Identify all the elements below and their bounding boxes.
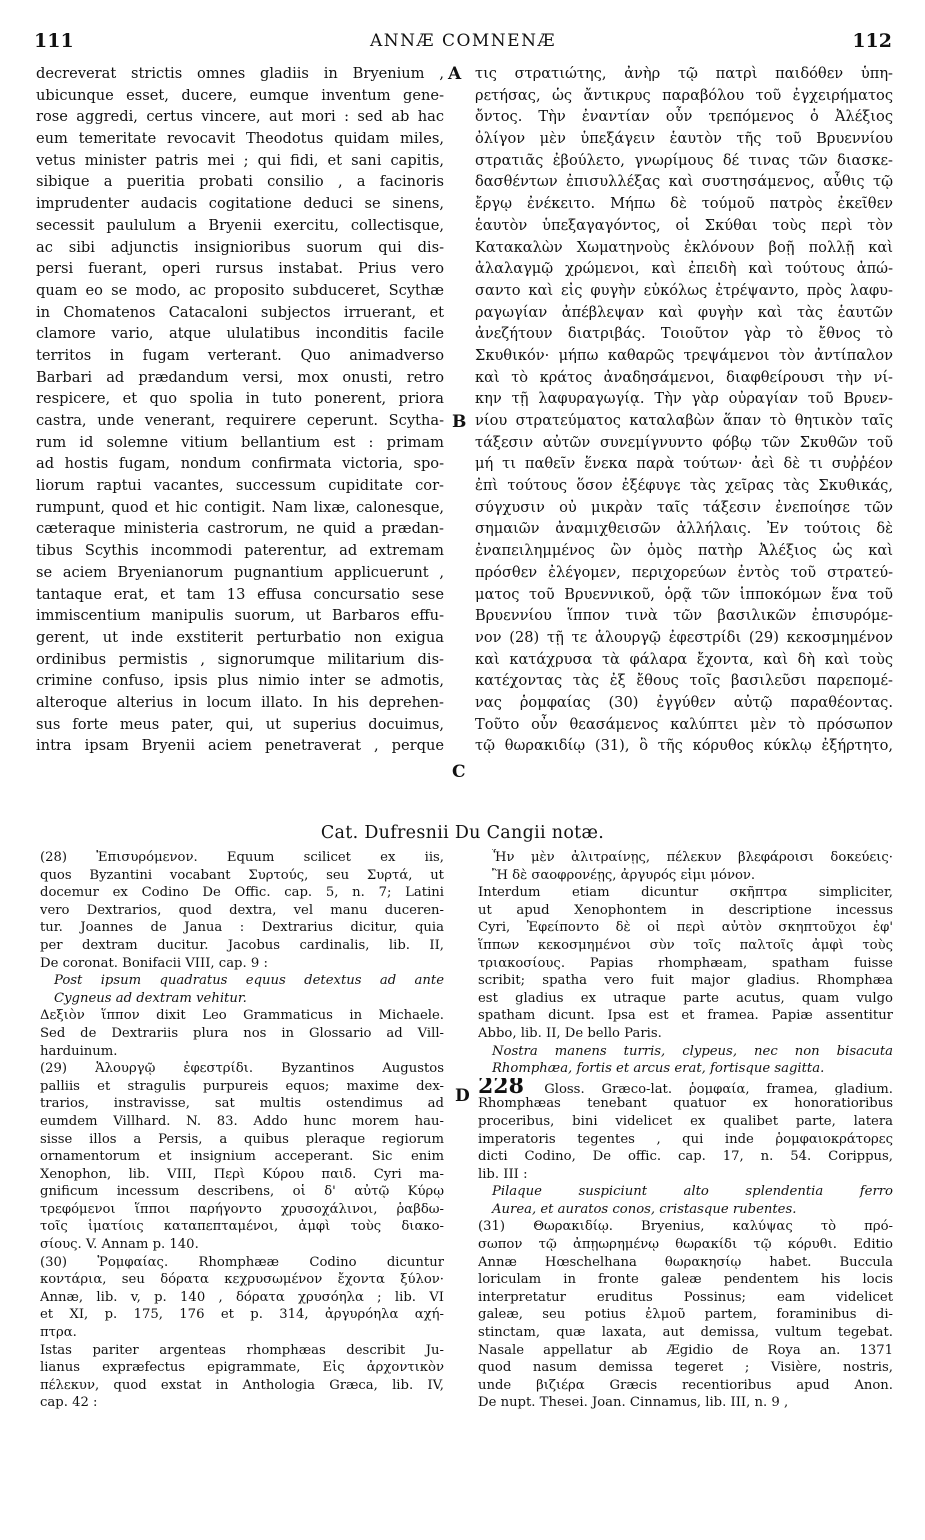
note-line: 228 Gloss. Græco-lat. ῥομφαία, framea, gladium. xyxy=(478,1078,893,1096)
greek-text-line: κατέχοντας τὰς ἐξ ἔθους τοῖς βασιλεῦσι παρεπομέ- xyxy=(475,672,893,690)
greek-text-line: ἀλαλαγμῷ χρώμενοι, καὶ ἐπειδὴ καὶ τούτους ἀπώ- xyxy=(475,260,893,278)
latin-text-line: territos in fugam verterant. Quo animadverso xyxy=(36,346,444,364)
greek-text-line: μή τι παθεῖν ἕνεκα παρὰ τούτων· ἀεὶ δὲ τι συῤῥέον xyxy=(475,455,893,473)
note-line: De nupt. Thesei. Joan. Cinnamus, lib. III, n. 9 , xyxy=(478,1395,789,1411)
latin-text-line: tantaque erat, et tam 13 effusa concursatio sese xyxy=(36,585,444,603)
note-line: cap. 42 : xyxy=(40,1395,98,1411)
latin-text-line: persi fuerant, operi rursus instabat. Prius vero xyxy=(36,260,444,278)
greek-text-line: στρατιᾶς ἐβούλετο, γνωρίμους δέ τινας τῶν διασκε- xyxy=(475,151,893,169)
greek-text-line: σαντο καὶ εἰς φυγὴν εὐκόλως ἐτρέψαντο, πρὸς λαφυ- xyxy=(475,281,893,299)
latin-text-line: decreverat strictis omnes gladiis in Bryenium , xyxy=(36,65,444,82)
note-line: Post ipsum quadratus equus detextus ad ante xyxy=(54,973,444,989)
margin-letter-c: C xyxy=(452,762,466,782)
notes-heading: Cat. Dufresnii Du Cangii notæ. xyxy=(320,823,605,843)
greek-text-line: τῷ θωρακιδίῳ (31), ὃ τῆς κόρυθος κύκλῳ ἐξήρτητο, xyxy=(475,737,893,755)
latin-text-line: ubicunque esset, ducere, eumque inventum gene- xyxy=(36,86,444,104)
note-line: Rhomphæa, fortis et arcus erat, fortisque sagitta. xyxy=(492,1061,825,1077)
note-line: κοντάρια, seu δόρατα κεχρυσωμένον ἔχοντα ξύλον· xyxy=(40,1272,444,1288)
latin-text-line: ad hostis fugam, nondum confirmata victoria, spo- xyxy=(36,455,444,473)
latin-text-line: immiscentium manipulis suorum, ut Barbaros effu- xyxy=(36,607,444,625)
note-line: Ἦν μὲν ἀλιτραίνῃς, πέλεκυν βλεφάροισι δοκεύεις· xyxy=(492,850,893,865)
note-line: Cygneus ad dextram vehitur. xyxy=(54,990,247,1006)
greek-text-line: ρετήσας, ὡς ἄντικρυς παραβόλου τοῦ ἐγχειρήματος xyxy=(475,86,893,104)
latin-text-line: respicere, et quo spolia in tuto ponerent, priora xyxy=(36,390,444,408)
latin-text-line: gerent, ut inde exstiterit perturbatio non exigua xyxy=(36,628,444,646)
latin-text-line: sibique a pueritia probati consilio , a facinoris xyxy=(36,173,444,191)
greek-text-line: νας ῥομφαίας (30) ἐγγύθεν αὐτῷ παραθέοντας. xyxy=(475,693,893,711)
note-line: tur. Joannes de Janua : Dextrarius dicitur, quia xyxy=(40,920,444,936)
greek-text-line: κην τῇ λαφυραγωγίᾳ. Τὴν γὰρ οὐραγίαν τοῦ Βρυεν- xyxy=(475,390,893,408)
note-line: Interdum etiam dicuntur σκῆπτρα simpliciter, xyxy=(478,885,893,901)
note-line: scribit; spatha vero fuit major gladius. Rhomphæa xyxy=(478,973,893,989)
latin-text-line: secessit paululum a Bryenii exercitu, collectisque, xyxy=(36,216,444,234)
left-page-number: 111 xyxy=(34,30,74,52)
greek-text-line: Σκυθικόν· μήπω καθαρῶς τρεψάμενοι τὸν ἀντίπαλον xyxy=(475,346,893,364)
greek-text-line: ἑαυτὸν ὑπεξαγαγόντος, οἱ Σκύθαι τοὺς περὶ τὸν xyxy=(475,216,893,234)
note-line: imperatoris tegentes , qui inde ῥομφαιοκράτορες xyxy=(478,1131,893,1147)
latin-text-line: crimine confuso, ipsis plus nimio inter se admotis, xyxy=(36,672,444,690)
note-line: unde βιζιέρα Græcis recentioribus apud Anon. xyxy=(478,1377,893,1393)
latin-text-line: ac sibi adjunctis insignioribus suorum qui dis- xyxy=(36,238,444,256)
note-line: galeæ, seu potius ἐλμοῦ partem, foraminibus di- xyxy=(478,1307,893,1323)
note-line: per dextram ducitur. Jacobus cardinalis, lib. II, xyxy=(40,937,444,953)
note-line: interpretatur eruditus Possinus; eam videlicet xyxy=(478,1289,893,1305)
note-line: τρεφόμενοι ἵπποι παρήγοντο χρυσοχάλινοι, ῥαβδω- xyxy=(40,1201,444,1217)
note-line: (31) Θωρακιδίῳ. Bryenius, καλύψας τὸ πρό- xyxy=(478,1219,893,1235)
latin-text-line: ordinibus permistis , signorumque militarium dis- xyxy=(36,650,444,668)
note-line: (29) Ἁλουργῷ ἐφεστρίδι. Byzantinos Augustos xyxy=(40,1061,444,1077)
greek-text-line: ὀλίγον μὲν ὑπεξάγειν ἑαυτὸν τῆς τοῦ Βρυεννίου xyxy=(475,130,893,148)
note-line: vero Dextrarios, quod dextra, vel manu duceren- xyxy=(40,902,444,918)
latin-text-line: castra, unde venerant, requirere ceperunt. Scytha- xyxy=(36,412,444,429)
latin-text-line: eum temeritate revocavit Theodotus quidam miles, xyxy=(36,130,444,148)
latin-text-column xyxy=(36,63,444,757)
note-line: et XI, p. 175, 176 et p. 314, ἀργυρόηλα αχή- xyxy=(40,1307,444,1323)
notes-right-column xyxy=(478,849,893,1412)
note-line: De coronat. Bonifacii VIII, cap. 9 : xyxy=(40,955,268,971)
latin-text-line: clamore vario, atque ululatibus inconditis facile xyxy=(36,325,444,343)
margin-letter-a: A xyxy=(448,64,462,84)
latin-text-line: rum id solemne vitium bellantium est : primam xyxy=(36,433,444,451)
running-head xyxy=(34,30,892,56)
note-line: spatham dicunt. Ipsa est et framea. Papiæ assentitur xyxy=(478,1008,893,1024)
note-line: Δεξιὸν ἵππον dixit Leo Grammaticus in Michaele. xyxy=(40,1008,444,1024)
note-line: trarios, instravisse, sat multis ostendimus ad xyxy=(40,1096,444,1112)
greek-text-line: τάξεσιν αὐτῶν συνεμίγνυντο φόβῳ τῶν Σκυθῶν τοῦ xyxy=(475,433,893,451)
greek-text-line: ἀνεζήτουν διατριβάς. Τοιοῦτον γὰρ τὸ ἔθνος τὸ xyxy=(475,325,893,343)
note-line: quos Byzantini vocabant Συρτούς, seu Συρτά, ut xyxy=(40,867,444,883)
greek-text-line: Τοῦτο οὖν θεασάμενος καλύπτει μὲν τὸ πρόσωπον xyxy=(475,715,893,733)
margin-letter-b: B xyxy=(452,412,467,432)
note-line: palliis et stragulis purpureis equos; maxime dex- xyxy=(40,1078,444,1094)
note-line: proceribus, bini videlicet ex qualibet parte, latera xyxy=(478,1113,893,1129)
notes-left-column xyxy=(40,849,444,1412)
note-line: quod nasum demissa tegeret ; Visière, nostris, xyxy=(478,1360,893,1376)
note-line: Nostra manens turris, clypeus, nec non bisacuta xyxy=(492,1043,893,1059)
note-line: Ἢ δὲ σαοφρονέῃς, ἀργυρός εἰμι μόνον. xyxy=(492,867,756,883)
latin-text-line: tibus Scythis incommodi paterentur, ad extremam xyxy=(36,542,444,560)
greek-text-line: νίου στρατεύματος καταλαβὼν ἅπαν τὸ θητικὸν ταῖς xyxy=(475,412,893,429)
column-number-228: 228 xyxy=(478,1077,545,1096)
greek-text-column xyxy=(475,63,893,757)
note-line: σίους. V. Annam p. 140. xyxy=(40,1237,199,1253)
note-line: Pilaque suspiciunt alto splendentia ferro xyxy=(492,1184,893,1200)
latin-text-line: liorum raptui vacantes, successum cupiditate cor- xyxy=(36,477,444,495)
note-line: ut apud Xenophontem in descriptione incessus xyxy=(478,902,893,918)
greek-text-line: ὄντος. Τὴν ἐναντίαν οὖν τρεπόμενος ὁ Ἀλέξιος xyxy=(475,108,893,126)
note-line: lianus expræfectus epigrammate, Εἰς ἀρχοντικὸν xyxy=(40,1360,444,1376)
greek-text-line: πρόσθεν ἐλέγομεν, περιχορεύων ἐντὸς τοῦ στρατεύ- xyxy=(475,563,893,581)
note-line: Cyri, Ἐφείποντο δὲ οἱ περὶ αὐτὸν σκηπτοῦχοι ἐφ' xyxy=(478,920,893,936)
note-line: dicti Codino, De offic. cap. 17, n. 54. Corippus, xyxy=(478,1149,893,1165)
latin-text-line: sus forte meus pater, qui, ut superius docuimus, xyxy=(36,715,444,733)
latin-text-line: quam eo se modo, ac proposito subduceret, Scythæ xyxy=(36,281,444,299)
latin-text-line: vetus minister patris mei ; qui fidi, et sani capitis, xyxy=(36,151,444,169)
note-line: ornamentorum et insignium acceperant. Sic enim xyxy=(40,1149,444,1165)
note-line: est gladius ex utraque parte acutus, quam vulgo xyxy=(478,990,893,1006)
greek-text-line: Βρυεννίου ἵππον τινὰ τῶν βασιλικῶν ἐπισυρόμε- xyxy=(475,607,893,625)
latin-text-line: intra ipsam Bryenii aciem penetraverat , perque xyxy=(36,737,444,755)
note-line: πέλεκυν, quod exstat in Anthologia Græca, lib. IV, xyxy=(40,1377,444,1393)
note-line: Rhomphæas tenebant quatuor ex honoratioribus xyxy=(478,1096,893,1112)
note-line: gnificum incessum describens, οἱ δ' αὐτῷ Κύρῳ xyxy=(40,1184,444,1200)
note-line: Xenophon, lib. VIII, Περὶ Κύρου παιδ. Cyri ma- xyxy=(40,1166,444,1182)
note-line: stinctam, quæ laxata, aut demissa, vultum tegebat. xyxy=(478,1325,893,1341)
greek-text-line: ματος τοῦ Βρυεννικοῦ, ὁρᾷ τῶν ἱπποκόμων ἕνα τοῦ xyxy=(475,585,893,603)
note-line: Aurea, et auratos conos, cristasque rubentes. xyxy=(492,1201,797,1217)
note-line: docemur ex Codino De Offic. cap. 5, n. 7; Latini xyxy=(40,885,444,901)
greek-text-line: ἐπὶ τούτους ὅσον ἐξέφυγε τὰς χεῖρας τὰς Σκυθικάς, xyxy=(475,477,893,495)
latin-text-line: rose aggredi, certus vincere, aut mori : sed ab hac xyxy=(36,108,444,126)
note-line: Annæ Hœschelhana θωρακησίῳ habet. Buccula xyxy=(478,1254,893,1270)
note-line: Sed de Dextrariis plura nos in Glossario ad Vill- xyxy=(40,1025,444,1041)
note-line: τοῖς ἱματίοις καταπεπταμένοι, ἀμφὶ τοὺς διακο- xyxy=(40,1219,444,1235)
greek-text-line: νον (28) τῇ τε ἁλουργῷ ἐφεστρίδι (29) κεκοσμημένον xyxy=(475,628,893,646)
note-line: σωπον τῷ ἀπῃωρημένῳ θωρακίδι τῷ κόρυθι. Editio xyxy=(478,1237,893,1253)
greek-text-line: σημαιῶν ἀναμιχθεισῶν ἀλλήλαις. Ἐν τούτοις δὲ xyxy=(475,520,893,538)
note-line: ἵππων κεκοσμημένοι σὺν τοῖς παλτοῖς ἀμφὶ τοὺς xyxy=(478,937,893,953)
note-line: harduinum. xyxy=(40,1043,118,1059)
running-title: ANNÆ COMNENÆ xyxy=(370,31,556,51)
latin-text-line: Barbari ad prædandum versi, mox onusti, retro xyxy=(36,368,444,386)
greek-text-line: τις στρατιώτης, ἀνὴρ τῷ πατρὶ παιδόθεν ὑπη- xyxy=(475,65,893,82)
greek-text-line: ἔργῳ ἐνέκειτο. Μήπω δὲ τούμοῦ πατρὸς ἐκεῖθεν xyxy=(475,195,893,213)
note-line: Annæ, lib. v, p. 140 , δόρατα χρυσόηλα ; lib. VI xyxy=(40,1289,444,1305)
greek-text-line: σύγχυσιν οὐ μικρὰν ταῖς τάξεσιν ἐνεποίησε τῶν xyxy=(475,498,893,516)
latin-text-line: se aciem Bryenianorum pugnantium applicuerunt , xyxy=(36,563,444,581)
latin-text-line: rumpunt, quod et hic contigit. Nam lixæ, calonesque, xyxy=(36,498,444,516)
note-line: Nasale appellatur ab Ægidio de Roya an. 1371 xyxy=(478,1342,893,1358)
greek-text-line: ἐναπειλημμένος ὢν ὁμὸς πατὴρ Ἀλέξιος ὡς καὶ xyxy=(475,542,893,560)
note-line: sisse illos a Persis, a quibus pleraque regiorum xyxy=(40,1131,444,1147)
greek-text-line: καὶ τὸ κράτος ἀναδησάμενοι, διαφθείρουσι τὴν νί- xyxy=(475,368,893,386)
greek-text-line: Κατακαλὼν Χωματηνοὺς ἐκλόνουν βοῇ πολλῇ καὶ xyxy=(475,238,893,256)
note-line: (28) Ἐπισυρόμενον. Equum scilicet ex iis, xyxy=(40,850,444,865)
latin-text-line: imprudenter audacis cogitatione deduci se sinens, xyxy=(36,195,444,213)
greek-text-line: δασθέντων ἐπισυλλέξας καὶ συστησάμενος, αὖθις τῷ xyxy=(475,173,893,191)
note-line: Abbo, lib. II, De bello Paris. xyxy=(478,1025,662,1041)
greek-text-line: ραγωγίαν ἀπέβλεψαν καὶ φυγὴν καὶ τὰς ἑαυτῶν xyxy=(475,303,893,321)
note-line: (30) Ῥομφαίας. Rhomphææ Codino dicuntur xyxy=(40,1254,444,1270)
margin-letter-d: D xyxy=(455,1086,470,1106)
note-line: πτρα. xyxy=(40,1325,77,1341)
latin-text-line: alteroque alterius in locum illato. In his deprehen- xyxy=(36,693,444,711)
note-line: Istas pariter argenteas rhomphæas describit Ju- xyxy=(40,1342,444,1358)
note-line: loriculam in fronte galeæ pendentem his locis xyxy=(478,1272,893,1288)
note-line: eumdem Villhard. N. 83. Addo hunc morem hau- xyxy=(40,1113,444,1129)
right-page-number: 112 xyxy=(852,30,892,52)
greek-text-line: καὶ κατάχρυσα τὰ φάλαρα ἔχοντα, καὶ δὴ καὶ τοὺς xyxy=(475,650,893,668)
note-line: lib. III : xyxy=(478,1166,528,1182)
latin-text-line: cæteraque ministeria castrorum, ne quid a prædan- xyxy=(36,520,444,538)
latin-text-line: in Chomatenos Catacaloni subjectos irruerant, et xyxy=(36,303,444,321)
note-line: τριακοσίους. Papias rhomphæam, spatham fuisse xyxy=(478,955,893,971)
